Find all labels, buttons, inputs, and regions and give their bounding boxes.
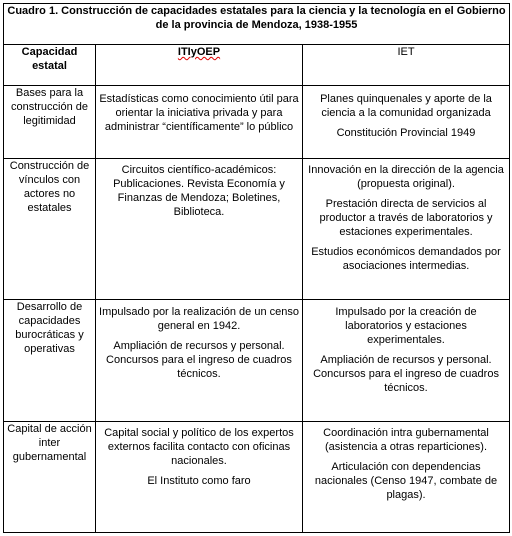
iet-cell [303, 86, 510, 159]
cell-paragraph: Estudios económicos demandados por asociaciones intermedias. [311, 246, 501, 272]
itlyoep-cell [96, 159, 303, 300]
capacidad-cell: Capital de acción inter gubernamental [4, 422, 96, 533]
cell-paragraph: Constitución Provincial 1949 [336, 127, 476, 139]
iet-cell [303, 422, 510, 533]
cell-paragraph: Coordinación intra gubernamental (asistencia a otras reparticiones). [323, 427, 489, 453]
header-itlyoep-label: ITIyOEP [177, 46, 221, 58]
cell-paragraph: Planes quinquenales y aporte de la ciencia a la comunidad organizada [320, 93, 492, 119]
itlyoep-cell [96, 300, 303, 422]
cuadro-table [3, 3, 510, 533]
table-row [4, 86, 510, 159]
iet-cell [303, 300, 510, 422]
capacidad-cell: Bases para la construcción de legitimidad [4, 86, 96, 159]
table-caption: Cuadro 1. Construcción de capacidades estatales para la ciencia y la tecnología en el Gobierno de la provincia de Mendoza, 1938-1955 [4, 4, 510, 45]
table-row [4, 159, 510, 300]
table-row [4, 422, 510, 533]
cell-paragraph: Impulsado por la realización de un censo general en 1942. [99, 306, 299, 332]
cell-paragraph: El Instituto como faro [147, 475, 251, 487]
cell-paragraph: Circuitos científico-académicos: Publicaciones. Revista Economía y Finanzas de Mendoza; Boletines, Biblioteca. [113, 164, 285, 218]
header-iet: IET [303, 45, 510, 86]
iet-cell [303, 159, 510, 300]
header-capacidad: Capacidad estatal [4, 45, 96, 86]
cell-paragraph: Prestación directa de servicios al productor a través de laboratorios y estaciones experimentales. [319, 198, 493, 238]
cell-paragraph: Ampliación de recursos y personal. Concursos para el ingreso de cuadros técnicos. [313, 354, 499, 394]
header-itlyoep [96, 45, 303, 86]
table-row [4, 300, 510, 422]
cell-paragraph: Ampliación de recursos y personal. Concursos para el ingreso de cuadros técnicos. [106, 340, 292, 380]
cell-paragraph: Innovación en la dirección de la agencia (propuesta original). [308, 164, 504, 190]
cell-paragraph: Impulsado por la creación de laboratorios y estaciones experimentales. [335, 306, 477, 346]
caption-row [4, 4, 510, 45]
cell-paragraph: Capital social y político de los expertos externos facilita contacto con oficinas nacionales. [104, 427, 294, 467]
itlyoep-cell [96, 86, 303, 159]
header-row [4, 45, 510, 86]
itlyoep-cell [96, 422, 303, 533]
cell-paragraph: Articulación con dependencias nacionales (Censo 1947, combate de plagas). [314, 461, 498, 501]
cell-paragraph: Estadísticas como conocimiento útil para orientar la iniciativa privada y para administrar “científicamente” lo público [99, 93, 299, 133]
capacidad-cell: Desarrollo de capacidades burocráticas y operativas [4, 300, 96, 422]
capacidad-cell: Construcción de vínculos con actores no estatales [4, 159, 96, 300]
